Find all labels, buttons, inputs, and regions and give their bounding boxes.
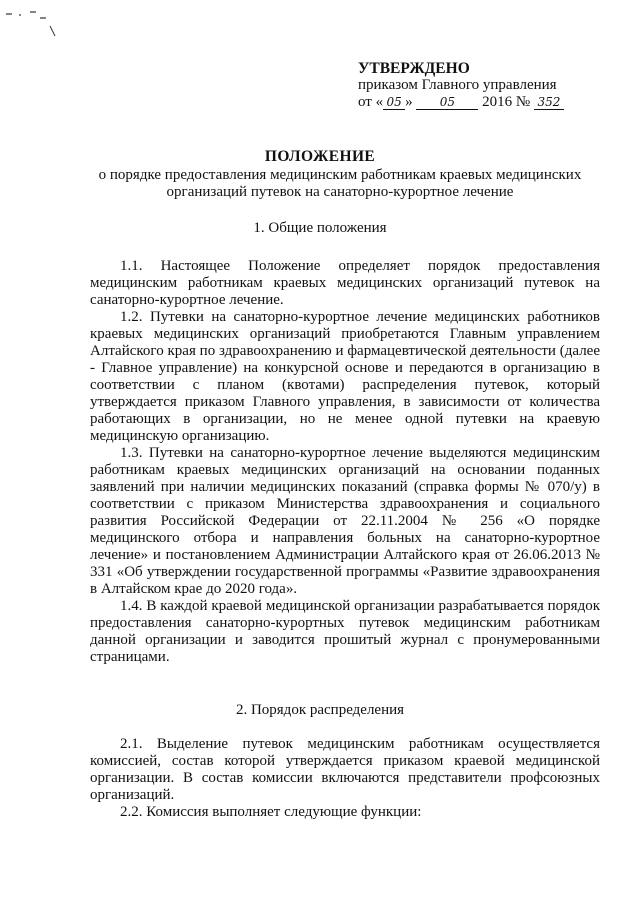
- date-year: 2016 №: [482, 94, 531, 110]
- handwritten-day: 05: [383, 96, 405, 110]
- handwritten-month: 05: [416, 96, 478, 110]
- approval-block: [358, 60, 608, 111]
- approval-heading: УТВЕРЖДЕНО: [358, 60, 470, 77]
- date-separator: »: [405, 94, 413, 110]
- handwritten-doc-number: 352: [534, 96, 564, 110]
- date-prefix: от «: [358, 94, 384, 110]
- paragraph-2-2: 2.2. Комиссия выполняет следующие функции:: [120, 804, 422, 820]
- document-title: ПОЛОЖЕНИЕ: [264, 148, 376, 165]
- scan-specks: [0, 0, 80, 60]
- section-1-body: [90, 258, 600, 666]
- section-2-heading: 2. Порядок распределения: [235, 702, 405, 718]
- paragraph-2-1: 2.1. Выделение путевок медицинским работникам осуществляется комиссией, состав которой утверждается приказом краевой медицинской организации. В состав комиссии включаются представители профсоюзных организаций.: [90, 736, 600, 803]
- paragraph-1-1: 1.1. Настоящее Положение определяет порядок предоставления медицинским работникам краевых медицинских организаций путевок на санаторно-курортное лечение.: [90, 258, 600, 308]
- approval-date-line: [358, 94, 608, 111]
- section-2-body: [90, 736, 600, 821]
- document-subtitle: о порядке предоставления медицинским работникам краевых медицинских организаций путевок на санаторно-курортное лечение: [98, 167, 582, 200]
- paragraph-1-3: 1.3. Путевки на санаторно-курортное лечение выделяются медицинским работникам краевых медицинских организаций на основании поданных заявлений при наличии медицинских показаний (справка формы № 070/у) в соответствии с приказом Министерства здравоохранения и социального развития Российской Федерации от 22.11.2004 № 256 «О порядке медицинского отбора и направления больных на санаторно-курортное лечение» и постановлением Администрации Алтайского края от 26.06.2013 № 331 «Об утверждении государственной программы «Развитие здравоохранения в Алтайском крае до 2020 года».: [90, 445, 600, 597]
- approval-order-line: приказом Главного управления: [358, 77, 557, 93]
- section-1-heading: 1. Общие положения: [253, 220, 387, 236]
- paragraph-1-4: 1.4. В каждой краевой медицинской организации разрабатывается порядок предоставления санаторно-курортных путевок медицинским работникам данной организации и заводится прошитый журнал с пронумерованными страницами.: [90, 598, 600, 665]
- paragraph-1-2: 1.2. Путевки на санаторно-курортное лечение медицинских работников краевых медицинских организаций приобретаются Главным управлением Алтайского края по здравоохранению и фармацевтической деятельности (далее - Главное управление) на конкурсной основе и передаются в организацию в соответствии с планом (квотами) распределения путевок, который утверждается приказом Главного управления, в зависимости от количества работающих в организации, но не менее одной путевки на краевую медицинскую организацию.: [90, 309, 600, 444]
